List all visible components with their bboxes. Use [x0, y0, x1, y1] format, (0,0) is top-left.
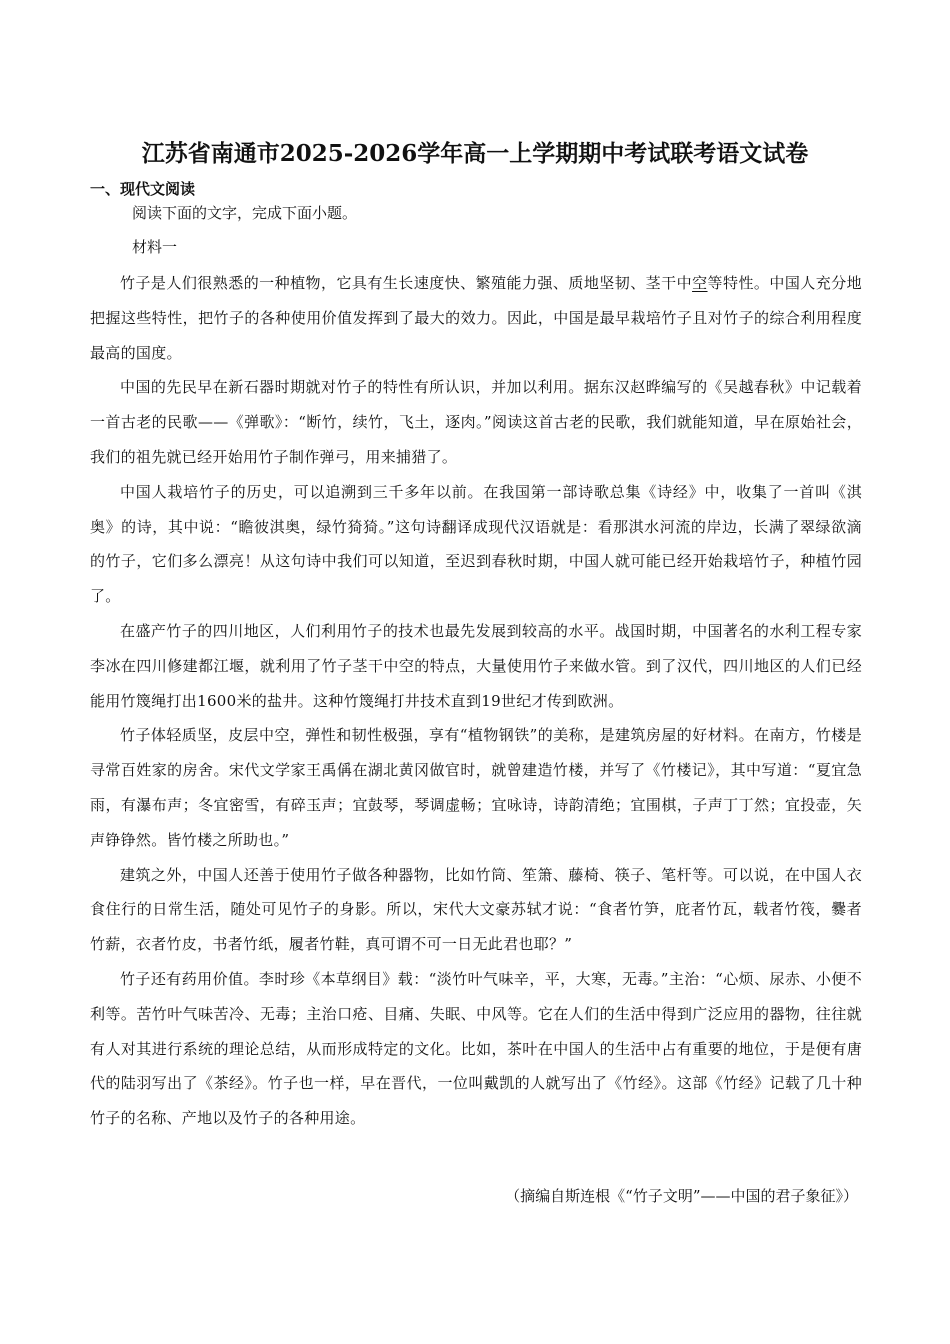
paragraph: 中国人栽培竹子的历史，可以追溯到三千多年以前。在我国第一部诗歌总集《诗经》中，收集了一首叫《淇奥》的诗，其中说：“瞻彼淇奥，绿竹猗猗。”这句诗翻译成现代汉语就是：看那淇水河流的岸边，长满了翠绿欲滴的竹子，它们多么漂亮！从这句诗中我们可以知道，至迟到春秋时期，中国人就可能已经开始栽培竹子，种植竹园了。: [90, 482, 862, 606]
paragraph-text: 竹子是人们很熟悉的一种植物，它具有生长速度快、繁殖能力强、质地坚韧、茎干中: [120, 274, 693, 292]
section-heading: 一、现代文阅读: [90, 180, 196, 198]
material-label: 材料一: [132, 238, 178, 256]
paragraph: 中国的先民早在新石器时期就对竹子的特性有所认识，并加以利用。据东汉赵晔编写的《吴越春秋》中记载着一首古老的民歌——《弹歌》：“断竹，续竹，飞土，逐肉。”阅读这首古老的民歌，我们就能知道，早在原始社会，我们的祖先就已经开始用竹子制作弹弓，用来捕猎了。: [90, 378, 862, 466]
exam-title: 江苏省南通市2025-2026学年高一上学期期中考试联考语文试卷: [141, 140, 809, 167]
paragraph-text: 等特性。中国人充分地把握这些特性，把竹子的各种使用价值发挥到了最大的效力。因此，中国是最早栽培竹子且对竹子的综合利用程度最高的国度。: [90, 274, 862, 362]
paragraph: 建筑之外，中国人还善于使用竹子做各种器物，比如竹筒、笙箫、藤椅、筷子、笔杆等。可以说，在中国人衣食住行的日常生活，随处可见竹子的身影。所以，宋代大文豪苏轼才说：“食者竹笋，庇者竹瓦，载者竹筏，爨者竹薪，衣者竹皮，书者竹纸，履者竹鞋，真可谓不可一日无此君也耶？”: [90, 865, 862, 954]
paragraph: 竹子体轻质坚，皮层中空，弹性和韧性极强，享有“植物钢铁”的美称，是建筑房屋的好材料。在南方，竹楼是寻常百姓家的房舍。宋代文学家王禹偁在湖北黄冈做官时，就曾建造竹楼，并写了《竹楼记》，其中写道：“夏宜急雨，有瀑布声；冬宜密雪，有碎玉声；宜鼓琴，琴调虚畅；宜咏诗，诗韵清绝；宜围棋，子声丁丁然；宜投壶，矢声铮铮然。皆竹楼之所助也。”: [90, 726, 862, 849]
passage-body: [90, 266, 862, 1136]
paragraph: 竹子还有药用价值。李时珍《本草纲目》载：“淡竹叶气味辛，平，大寒，无毒。”主治：“心烦、尿赤、小便不利等。苦竹叶气味苦冷、无毒；主治口疮、目痛、失眠、中风等。它在人们的生活中得到广泛应用的器物，往往就有人对其进行系统的理论总结，从而形成特定的文化。比如，茶叶在中国人的生活中占有重要的地位，于是便有唐代的陆羽写出了《茶经》。竹子也一样，早在晋代，一位叫戴凯的人就写出了《竹经》。这部《竹经》记载了几十种竹子的名称、产地以及竹子的各种用途。: [90, 969, 862, 1128]
source-citation: （摘编自斯连根《“竹子文明”——中国的君子象征》）: [505, 1187, 858, 1205]
paragraph: 在盛产竹子的四川地区，人们利用竹子的技术也最先发展到较高的水平。战国时期，中国著名的水利工程专家李冰在四川修建都江堰，就利用了竹子茎干中空的特点，大量使用竹子来做水管。到了汉代，四川地区的人们已经能用竹篾绳打出1600米的盐井。这种竹篾绳打井技术直到19世纪才传到欧洲。: [90, 621, 862, 710]
reading-instruction: 阅读下面的文字，完成下面小题。: [132, 204, 358, 222]
paragraph: [90, 266, 862, 370]
underlined-word: 空: [692, 274, 708, 292]
